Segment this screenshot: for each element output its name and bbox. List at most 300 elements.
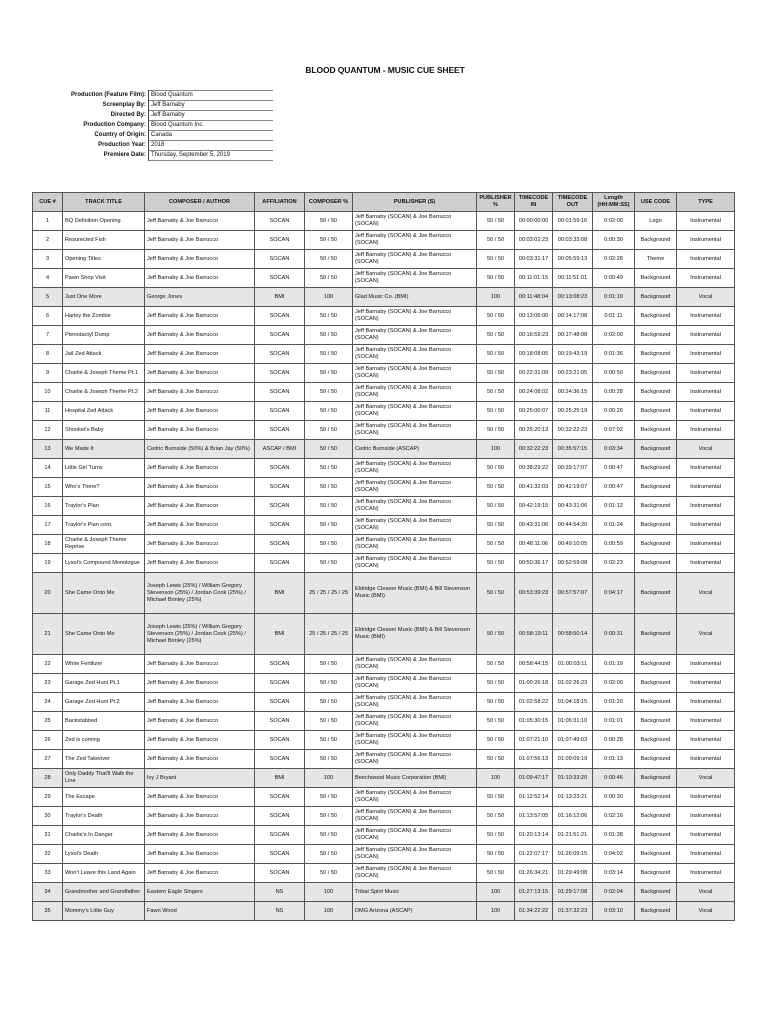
cell-track-title: Jail Zed Attack — [63, 345, 145, 364]
cell-length: 0:00:31 — [593, 614, 635, 655]
cell-composer-percent: 50 / 50 — [305, 250, 353, 269]
cell-publishers: Jeff Barnaby (SOCAN) & Joe Barrucco (SOCAN) — [353, 402, 477, 421]
cell-affiliation: NS — [255, 902, 305, 921]
cell-length: 0:00:26 — [593, 402, 635, 421]
column-header-cue-number: CUE # — [33, 193, 63, 212]
cell-cue-number: 27 — [33, 750, 63, 769]
cell-timecode-out: 00:03:33:08 — [553, 231, 593, 250]
cell-composer-percent: 50 / 50 — [305, 402, 353, 421]
cell-length: 0:04:02 — [593, 845, 635, 864]
cell-publisher-percent: 50 / 50 — [477, 250, 515, 269]
cell-composer-percent: 50 / 50 — [305, 212, 353, 231]
cell-type: Vocal — [677, 288, 735, 307]
page-title: BLOOD QUANTUM - MUSIC CUE SHEET — [305, 65, 465, 75]
cell-composer-author: Jeff Barnaby & Joe Barrucco — [145, 693, 255, 712]
cell-track-title: BQ Definition Opening — [63, 212, 145, 231]
cell-timecode-out: 00:01:59:16 — [553, 212, 593, 231]
cell-use-code: Background — [635, 231, 677, 250]
cell-affiliation: BMI — [255, 288, 305, 307]
cell-publisher-percent: 50 / 50 — [477, 750, 515, 769]
cell-timecode-in: 01:07:56:13 — [515, 750, 553, 769]
cell-timecode-in: 00:50:36:17 — [515, 554, 553, 573]
cell-cue-number: 14 — [33, 459, 63, 478]
cell-timecode-in: 00:24:08:02 — [515, 383, 553, 402]
cell-track-title: The Zed Takeover — [63, 750, 145, 769]
cell-composer-author: Jeff Barnaby & Joe Barrucco — [145, 345, 255, 364]
cell-affiliation: SOCAN — [255, 655, 305, 674]
cell-composer-author: Jeff Barnaby & Joe Barrucco — [145, 269, 255, 288]
cell-composer-percent: 50 / 50 — [305, 845, 353, 864]
cell-affiliation: SOCAN — [255, 864, 305, 883]
cell-timecode-in: 00:38:29:22 — [515, 459, 553, 478]
cell-length: 0:02:00 — [593, 674, 635, 693]
cell-composer-author: Jeff Barnaby & Joe Barrucco — [145, 402, 255, 421]
cell-timecode-out: 01:13:23:21 — [553, 788, 593, 807]
cell-type: Instrumental — [677, 497, 735, 516]
cell-affiliation: SOCAN — [255, 459, 305, 478]
production-info-row — [62, 141, 273, 151]
cell-composer-author: Jeff Barnaby & Joe Barrucco — [145, 788, 255, 807]
cell-track-title: Harley the Zombie — [63, 307, 145, 326]
cell-cue-number: 29 — [33, 788, 63, 807]
table-row — [33, 573, 735, 614]
table-row — [33, 497, 735, 516]
cell-type: Instrumental — [677, 269, 735, 288]
cell-publishers: Jeff Barnaby (SOCAN) & Joe Barrucco (SOCAN) — [353, 383, 477, 402]
cell-type: Instrumental — [677, 693, 735, 712]
cell-cue-number: 33 — [33, 864, 63, 883]
cell-use-code: Background — [635, 826, 677, 845]
production-info — [62, 90, 273, 161]
table-row — [33, 326, 735, 345]
cell-composer-percent: 50 / 50 — [305, 459, 353, 478]
info-label: Premiere Date: — [62, 151, 149, 161]
info-value: Jeff Barnaby — [149, 111, 274, 121]
table-row — [33, 883, 735, 902]
cell-timecode-in: 01:26:34:21 — [515, 864, 553, 883]
cell-length: 0:01:12 — [593, 497, 635, 516]
cell-timecode-in: 00:13:06:00 — [515, 307, 553, 326]
cell-timecode-out: 00:57:57:07 — [553, 573, 593, 614]
cell-publisher-percent: 50 / 50 — [477, 807, 515, 826]
cell-publisher-percent: 50 / 50 — [477, 459, 515, 478]
info-value: Thursday, September 5, 2019 — [149, 151, 274, 161]
cell-composer-author: Jeff Barnaby & Joe Barrucco — [145, 459, 255, 478]
cell-timecode-out: 00:19:43:19 — [553, 345, 593, 364]
table-row — [33, 655, 735, 674]
cell-use-code: Background — [635, 554, 677, 573]
cell-use-code: Background — [635, 497, 677, 516]
cell-cue-number: 31 — [33, 826, 63, 845]
cell-use-code: Background — [635, 902, 677, 921]
cell-composer-percent: 50 / 50 — [305, 712, 353, 731]
cell-composer-author: Jeff Barnaby & Joe Barrucco — [145, 864, 255, 883]
cell-track-title: Resurected Fish — [63, 231, 145, 250]
cell-publishers: Glad Music Co. (BMI) — [353, 288, 477, 307]
cell-affiliation: NS — [255, 883, 305, 902]
cell-composer-percent: 25 / 25 / 25 / 25 — [305, 614, 353, 655]
cell-timecode-in: 00:16:59:23 — [515, 326, 553, 345]
cell-affiliation: SOCAN — [255, 326, 305, 345]
cell-track-title: Traylor's Plan — [63, 497, 145, 516]
cell-publishers: Jeff Barnaby (SOCAN) & Joe Barrucco (SOCAN) — [353, 845, 477, 864]
cell-length: 0:01:13 — [593, 750, 635, 769]
table-row — [33, 807, 735, 826]
cell-cue-number: 20 — [33, 573, 63, 614]
cell-type: Instrumental — [677, 731, 735, 750]
cell-cue-number: 17 — [33, 516, 63, 535]
cell-cue-number: 8 — [33, 345, 63, 364]
cell-timecode-out: 00:58:50:14 — [553, 614, 593, 655]
info-label: Production Company: — [62, 121, 149, 131]
cell-use-code: Background — [635, 769, 677, 788]
cell-composer-author: Jeff Barnaby & Joe Barrucco — [145, 674, 255, 693]
cell-length: 0:00:28 — [593, 731, 635, 750]
cell-timecode-out: 01:26:09:15 — [553, 845, 593, 864]
info-value: Canada — [149, 131, 274, 141]
cell-timecode-in: 00:41:32:03 — [515, 478, 553, 497]
table-row — [33, 535, 735, 554]
cell-track-title: Opening Titles — [63, 250, 145, 269]
cell-type: Instrumental — [677, 826, 735, 845]
cell-length: 0:03:10 — [593, 902, 635, 921]
cell-timecode-out: 00:14:17:08 — [553, 307, 593, 326]
cell-length: 0:00:46 — [593, 769, 635, 788]
cell-publishers: Jeff Barnaby (SOCAN) & Joe Barrucco (SOCAN) — [353, 345, 477, 364]
cell-publishers: Jeff Barnaby (SOCAN) & Joe Barrucco (SOCAN) — [353, 674, 477, 693]
cell-cue-number: 21 — [33, 614, 63, 655]
cell-type: Vocal — [677, 769, 735, 788]
cell-use-code: Background — [635, 674, 677, 693]
cell-track-title: Pawn Shop Visit — [63, 269, 145, 288]
column-header-timecode-out: TIMECODE OUT — [553, 193, 593, 212]
cell-length: 0:03:34 — [593, 440, 635, 459]
cell-type: Instrumental — [677, 655, 735, 674]
cell-timecode-in: 00:58:19:11 — [515, 614, 553, 655]
cell-affiliation: SOCAN — [255, 516, 305, 535]
cell-use-code: Background — [635, 864, 677, 883]
cell-cue-number: 18 — [33, 535, 63, 554]
cell-cue-number: 16 — [33, 497, 63, 516]
cell-cue-number: 23 — [33, 674, 63, 693]
cell-publisher-percent: 50 / 50 — [477, 326, 515, 345]
info-label: Production (Feature Film): — [62, 91, 149, 101]
table-row — [33, 364, 735, 383]
cell-length: 0:01:20 — [593, 693, 635, 712]
cell-type: Instrumental — [677, 535, 735, 554]
cell-publishers: Jeff Barnaby (SOCAN) & Joe Barrucco (SOCAN) — [353, 864, 477, 883]
cell-type: Instrumental — [677, 750, 735, 769]
cell-composer-percent: 50 / 50 — [305, 269, 353, 288]
cell-cue-number: 24 — [33, 693, 63, 712]
cell-publisher-percent: 50 / 50 — [477, 535, 515, 554]
table-row — [33, 826, 735, 845]
cell-use-code: Background — [635, 383, 677, 402]
cell-length: 0:02:04 — [593, 883, 635, 902]
cell-affiliation: SOCAN — [255, 826, 305, 845]
cell-affiliation: SOCAN — [255, 231, 305, 250]
cell-timecode-out: 00:39:17:07 — [553, 459, 593, 478]
cell-use-code: Background — [635, 807, 677, 826]
cell-timecode-in: 01:27:13:15 — [515, 883, 553, 902]
cell-composer-percent: 50 / 50 — [305, 554, 353, 573]
cell-affiliation: SOCAN — [255, 807, 305, 826]
cell-use-code: Background — [635, 750, 677, 769]
cell-timecode-out: 00:32:22:23 — [553, 421, 593, 440]
cell-type: Vocal — [677, 883, 735, 902]
cell-length: 0:03:14 — [593, 864, 635, 883]
table-row — [33, 902, 735, 921]
cell-use-code: Background — [635, 573, 677, 614]
cell-composer-percent: 50 / 50 — [305, 674, 353, 693]
cell-composer-percent: 50 / 50 — [305, 693, 353, 712]
cell-composer-percent: 50 / 50 — [305, 478, 353, 497]
cell-affiliation: SOCAN — [255, 345, 305, 364]
cell-use-code: Background — [635, 288, 677, 307]
cell-type: Instrumental — [677, 250, 735, 269]
cell-type: Instrumental — [677, 326, 735, 345]
cell-timecode-in: 01:13:57:05 — [515, 807, 553, 826]
cell-cue-number: 2 — [33, 231, 63, 250]
cell-track-title: Garage Zed Hunt Pt.1 — [63, 674, 145, 693]
info-label: Country of Origin: — [62, 131, 149, 141]
cell-composer-author: Ivy J Bryant — [145, 769, 255, 788]
cell-type: Instrumental — [677, 459, 735, 478]
column-header-composer-author: COMPOSER / AUTHOR — [145, 193, 255, 212]
cell-timecode-in: 00:25:20:13 — [515, 421, 553, 440]
cell-length: 0:02:16 — [593, 807, 635, 826]
cell-publishers: Cedric Burnside (ASCAP) — [353, 440, 477, 459]
cell-use-code: Background — [635, 459, 677, 478]
cell-publishers: Jeff Barnaby (SOCAN) & Joe Barrucco (SOCAN) — [353, 693, 477, 712]
cell-affiliation: SOCAN — [255, 497, 305, 516]
cell-composer-percent: 50 / 50 — [305, 326, 353, 345]
cell-track-title: Traylor's Death — [63, 807, 145, 826]
cell-cue-number: 6 — [33, 307, 63, 326]
column-header-track-title: TRACK TITLE — [63, 193, 145, 212]
cell-composer-percent: 100 — [305, 902, 353, 921]
cell-composer-percent: 100 — [305, 883, 353, 902]
cell-timecode-out: 00:35:57:15 — [553, 440, 593, 459]
production-info-row — [62, 131, 273, 141]
cell-type: Instrumental — [677, 212, 735, 231]
cell-type: Instrumental — [677, 364, 735, 383]
cell-publisher-percent: 50 / 50 — [477, 674, 515, 693]
cell-composer-author: Jeff Barnaby & Joe Barrucco — [145, 554, 255, 573]
cell-affiliation: SOCAN — [255, 478, 305, 497]
cell-track-title: Zed is coming — [63, 731, 145, 750]
cell-track-title: Lysol's Death — [63, 845, 145, 864]
cell-length: 0:07:02 — [593, 421, 635, 440]
cell-affiliation: SOCAN — [255, 364, 305, 383]
cell-timecode-in: 00:11:48:04 — [515, 288, 553, 307]
cell-publishers: Jeff Barnaby (SOCAN) & Joe Barrucco (SOCAN) — [353, 478, 477, 497]
cell-track-title: Traylor's Plan cont. — [63, 516, 145, 535]
table-row — [33, 231, 735, 250]
cell-type: Instrumental — [677, 554, 735, 573]
column-header-composer-percent: COMPOSER % — [305, 193, 353, 212]
cell-type: Instrumental — [677, 807, 735, 826]
column-header-length: Length (HH:MM:SS) — [593, 193, 635, 212]
cell-type: Instrumental — [677, 402, 735, 421]
cell-use-code: Background — [635, 421, 677, 440]
cell-publisher-percent: 50 / 50 — [477, 731, 515, 750]
cell-cue-number: 28 — [33, 769, 63, 788]
table-row — [33, 478, 735, 497]
cell-composer-author: Jeff Barnaby & Joe Barrucco — [145, 516, 255, 535]
cue-sheet-table — [32, 192, 735, 921]
cell-timecode-in: 00:18:08:05 — [515, 345, 553, 364]
cell-timecode-in: 00:11:01:15 — [515, 269, 553, 288]
cell-cue-number: 32 — [33, 845, 63, 864]
cell-timecode-out: 01:10:33:20 — [553, 769, 593, 788]
cell-type: Vocal — [677, 440, 735, 459]
cell-affiliation: SOCAN — [255, 674, 305, 693]
cell-timecode-out: 01:29:17:08 — [553, 883, 593, 902]
cell-publishers: Eldridge Cleaver Music (BMI) & Bill Stevenson Music (BMI) — [353, 573, 477, 614]
table-row — [33, 269, 735, 288]
cell-composer-author: Jeff Barnaby & Joe Barrucco — [145, 731, 255, 750]
cell-composer-author: Jeff Barnaby & Joe Barrucco — [145, 655, 255, 674]
cell-publishers: Jeff Barnaby (SOCAN) & Joe Barrucco (SOCAN) — [353, 212, 477, 231]
cell-use-code: Background — [635, 535, 677, 554]
cell-publishers: Jeff Barnaby (SOCAN) & Joe Barrucco (SOCAN) — [353, 750, 477, 769]
cell-cue-number: 9 — [33, 364, 63, 383]
cell-cue-number: 3 — [33, 250, 63, 269]
cell-track-title: Mommy's Little Guy — [63, 902, 145, 921]
info-label: Screenplay By: — [62, 101, 149, 111]
table-header-row — [33, 193, 735, 212]
cell-composer-percent: 50 / 50 — [305, 516, 353, 535]
cell-timecode-in: 00:00:00:00 — [515, 212, 553, 231]
table-row — [33, 212, 735, 231]
production-info-row — [62, 121, 273, 131]
cell-type: Instrumental — [677, 345, 735, 364]
cell-cue-number: 22 — [33, 655, 63, 674]
cell-use-code: Background — [635, 440, 677, 459]
cell-composer-percent: 50 / 50 — [305, 731, 353, 750]
cell-cue-number: 12 — [33, 421, 63, 440]
cell-affiliation: SOCAN — [255, 402, 305, 421]
cell-publishers: Beechwood Music Corporation (BMI) — [353, 769, 477, 788]
cell-timecode-in: 01:20:13:14 — [515, 826, 553, 845]
cell-timecode-in: 01:12:52:14 — [515, 788, 553, 807]
cell-timecode-out: 00:05:59:13 — [553, 250, 593, 269]
cell-track-title: Just One More — [63, 288, 145, 307]
cell-composer-author: Eastern Eagle Singers — [145, 883, 255, 902]
cell-use-code: Background — [635, 345, 677, 364]
cell-composer-author: Jeff Barnaby & Joe Barrucco — [145, 535, 255, 554]
cell-type: Instrumental — [677, 516, 735, 535]
cell-timecode-out: 00:43:31:06 — [553, 497, 593, 516]
cell-composer-percent: 25 / 25 / 25 / 25 — [305, 573, 353, 614]
cell-cue-number: 10 — [33, 383, 63, 402]
cell-publisher-percent: 50 / 50 — [477, 269, 515, 288]
cell-publishers: Jeff Barnaby (SOCAN) & Joe Barrucco (SOCAN) — [353, 497, 477, 516]
cell-timecode-in: 00:58:44:15 — [515, 655, 553, 674]
cell-publishers: Jeff Barnaby (SOCAN) & Joe Barrucco (SOCAN) — [353, 807, 477, 826]
cell-type: Instrumental — [677, 421, 735, 440]
cell-composer-percent: 50 / 50 — [305, 807, 353, 826]
cell-composer-percent: 50 / 50 — [305, 231, 353, 250]
cell-track-title: White Fertilizer — [63, 655, 145, 674]
cell-publisher-percent: 50 / 50 — [477, 712, 515, 731]
cell-publisher-percent: 50 / 50 — [477, 573, 515, 614]
cell-publisher-percent: 50 / 50 — [477, 478, 515, 497]
table-row — [33, 614, 735, 655]
table-row — [33, 845, 735, 864]
cell-publishers: Jeff Barnaby (SOCAN) & Joe Barrucco (SOCAN) — [353, 459, 477, 478]
cell-type: Vocal — [677, 902, 735, 921]
cell-cue-number: 26 — [33, 731, 63, 750]
cell-composer-percent: 50 / 50 — [305, 826, 353, 845]
cell-publishers: Jeff Barnaby (SOCAN) & Joe Barrucco (SOCAN) — [353, 788, 477, 807]
cell-timecode-in: 00:42:19:15 — [515, 497, 553, 516]
cell-timecode-in: 01:05:30:15 — [515, 712, 553, 731]
cell-length: 0:00:49 — [593, 269, 635, 288]
cell-length: 0:00:28 — [593, 383, 635, 402]
production-info-row — [62, 111, 273, 121]
cell-timecode-out: 01:02:26:23 — [553, 674, 593, 693]
cell-track-title: The Escape — [63, 788, 145, 807]
table-row — [33, 750, 735, 769]
cell-length: 0:00:47 — [593, 459, 635, 478]
table-row — [33, 788, 735, 807]
table-row — [33, 383, 735, 402]
cell-timecode-in: 01:09:47:17 — [515, 769, 553, 788]
cell-publishers: DMG Arizona (ASCAP) — [353, 902, 477, 921]
cell-length: 0:01:19 — [593, 288, 635, 307]
cell-timecode-out: 00:11:51:01 — [553, 269, 593, 288]
cell-publisher-percent: 50 / 50 — [477, 826, 515, 845]
cell-affiliation: SOCAN — [255, 750, 305, 769]
cell-track-title: Won't Leave this Land Again — [63, 864, 145, 883]
cell-composer-author: Jeff Barnaby & Joe Barrucco — [145, 712, 255, 731]
cell-composer-author: Jeff Barnaby & Joe Barrucco — [145, 383, 255, 402]
cell-type: Instrumental — [677, 231, 735, 250]
cell-use-code: Background — [635, 883, 677, 902]
cell-track-title: Little Girl Turns — [63, 459, 145, 478]
cell-timecode-in: 00:53:39:23 — [515, 573, 553, 614]
cell-composer-author: Jeff Barnaby & Joe Barrucco — [145, 750, 255, 769]
cell-timecode-in: 01:07:21:10 — [515, 731, 553, 750]
cell-publisher-percent: 50 / 50 — [477, 693, 515, 712]
cell-type: Instrumental — [677, 383, 735, 402]
cell-cue-number: 5 — [33, 288, 63, 307]
cell-track-title: Charlie & Joseph Theme Reprise — [63, 535, 145, 554]
cell-timecode-in: 00:43:31:06 — [515, 516, 553, 535]
cell-composer-percent: 50 / 50 — [305, 364, 353, 383]
cell-length: 0:01:19 — [593, 655, 635, 674]
column-header-affiliation: AFFILIATION — [255, 193, 305, 212]
cell-timecode-out: 00:17:48:08 — [553, 326, 593, 345]
cell-composer-percent: 50 / 50 — [305, 345, 353, 364]
table-row — [33, 554, 735, 573]
cell-length: 0:00:50 — [593, 364, 635, 383]
cell-composer-percent: 50 / 50 — [305, 750, 353, 769]
cell-affiliation: SOCAN — [255, 535, 305, 554]
table-row — [33, 421, 735, 440]
cell-affiliation: SOCAN — [255, 421, 305, 440]
cell-track-title: Who's There? — [63, 478, 145, 497]
cell-publishers: Tribal Spirit Music — [353, 883, 477, 902]
cell-composer-author: Jeff Barnaby & Joe Barrucco — [145, 497, 255, 516]
cell-timecode-out: 00:13:08:23 — [553, 288, 593, 307]
cell-timecode-out: 01:21:51:21 — [553, 826, 593, 845]
cell-publishers: Jeff Barnaby (SOCAN) & Joe Barrucco (SOCAN) — [353, 516, 477, 535]
cell-affiliation: SOCAN — [255, 712, 305, 731]
cell-use-code: Background — [635, 269, 677, 288]
